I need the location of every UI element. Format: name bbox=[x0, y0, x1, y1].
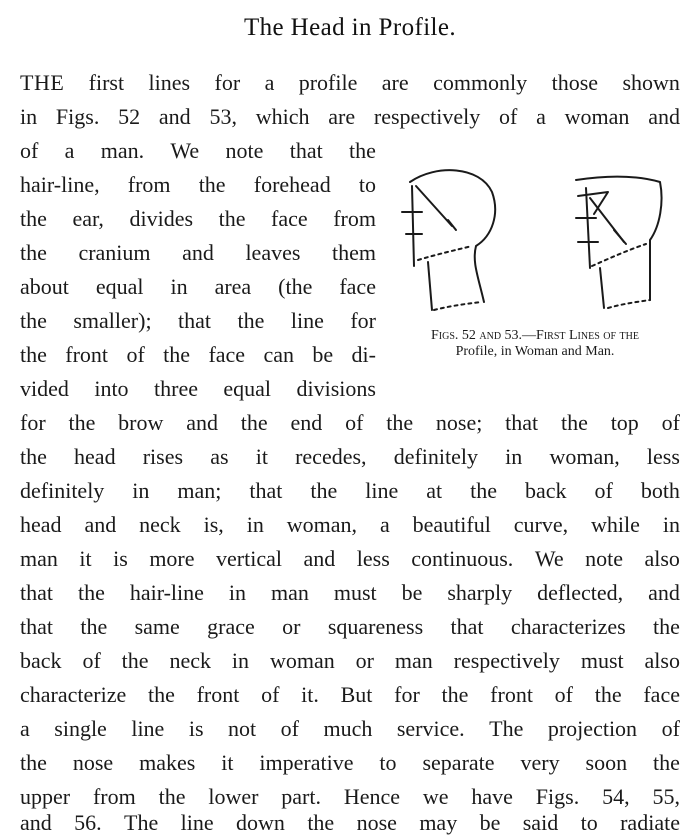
man-hair-tick bbox=[614, 230, 626, 244]
word: the bbox=[20, 444, 47, 469]
word: for bbox=[20, 410, 46, 435]
text-line-6 bbox=[20, 238, 376, 268]
word: down bbox=[236, 810, 285, 835]
word: respectively bbox=[453, 648, 560, 673]
word: note bbox=[225, 138, 264, 163]
word: vertical bbox=[216, 546, 282, 571]
word: characterize bbox=[20, 682, 127, 707]
word: both bbox=[640, 478, 680, 503]
word: of bbox=[498, 104, 518, 129]
word: man. bbox=[100, 138, 145, 163]
word: be bbox=[401, 580, 423, 605]
word: a bbox=[536, 104, 546, 129]
text-line-14 bbox=[20, 510, 680, 540]
word: and bbox=[158, 104, 191, 129]
word: to bbox=[580, 810, 598, 835]
figure-caption bbox=[380, 328, 690, 360]
word: face bbox=[339, 274, 376, 299]
word: it bbox=[79, 546, 92, 571]
word: be bbox=[312, 342, 334, 367]
woman-neck-base bbox=[434, 302, 482, 310]
word: 54, bbox=[602, 784, 630, 809]
word: the bbox=[20, 750, 47, 775]
word: radiate bbox=[620, 810, 680, 835]
word: (the bbox=[278, 274, 313, 299]
word: nose bbox=[72, 750, 114, 775]
word: end bbox=[290, 410, 323, 435]
word: Figs. bbox=[55, 104, 100, 129]
woman-jaw bbox=[418, 246, 472, 260]
word: of bbox=[20, 138, 39, 163]
word: while bbox=[591, 512, 640, 537]
word: the bbox=[218, 206, 246, 231]
word: service. bbox=[396, 716, 465, 741]
word: that bbox=[20, 580, 53, 605]
word: three bbox=[154, 376, 198, 401]
word: definitely bbox=[20, 478, 105, 503]
word: also bbox=[644, 648, 680, 673]
profile-sketches-drawing bbox=[388, 158, 688, 328]
word: and bbox=[20, 810, 52, 835]
woman-hair-tick bbox=[448, 220, 456, 230]
word: man bbox=[394, 648, 433, 673]
word: not bbox=[228, 716, 257, 741]
word: line bbox=[290, 308, 324, 333]
word: Figs. bbox=[535, 784, 580, 809]
word: area bbox=[214, 274, 252, 299]
word: of bbox=[594, 478, 613, 503]
word: the bbox=[77, 580, 105, 605]
word: line bbox=[180, 810, 214, 835]
word: grace bbox=[207, 614, 255, 639]
word: front bbox=[490, 682, 533, 707]
word: the bbox=[121, 648, 149, 673]
word: for bbox=[394, 682, 420, 707]
word: the bbox=[68, 410, 96, 435]
word: line bbox=[365, 478, 399, 503]
word: man; bbox=[177, 478, 222, 503]
word: lines bbox=[148, 70, 191, 95]
word: face bbox=[643, 682, 680, 707]
word: top bbox=[610, 410, 639, 435]
word: same bbox=[134, 614, 180, 639]
word: the bbox=[20, 308, 47, 333]
text-line-12 bbox=[20, 442, 680, 472]
word: squareness bbox=[327, 614, 424, 639]
word: the bbox=[198, 172, 226, 197]
word: We bbox=[534, 546, 564, 571]
word: to bbox=[358, 172, 376, 197]
word: in bbox=[246, 512, 264, 537]
word: makes bbox=[139, 750, 196, 775]
word: di- bbox=[351, 342, 376, 367]
word: the bbox=[163, 342, 191, 367]
word: in bbox=[132, 478, 150, 503]
word: the bbox=[653, 614, 680, 639]
word: continuous. bbox=[411, 546, 514, 571]
word: and bbox=[182, 240, 214, 265]
word: those bbox=[551, 70, 599, 95]
word: face bbox=[208, 342, 246, 367]
word: 52 bbox=[118, 104, 141, 129]
word: brow bbox=[118, 410, 164, 435]
word: the bbox=[470, 478, 497, 503]
word: ear, bbox=[72, 206, 104, 231]
word: equal bbox=[95, 274, 144, 299]
word: for bbox=[214, 70, 241, 95]
word: the bbox=[560, 410, 588, 435]
word: hair-line, bbox=[20, 172, 100, 197]
word: of bbox=[280, 716, 299, 741]
text-line-16 bbox=[20, 578, 680, 608]
word: from bbox=[333, 206, 376, 231]
word: The bbox=[124, 810, 159, 835]
word: note bbox=[585, 546, 623, 571]
word: nose bbox=[356, 810, 397, 835]
text-line-17 bbox=[20, 612, 680, 642]
word: soon bbox=[585, 750, 628, 775]
word: may bbox=[419, 810, 458, 835]
word: shown bbox=[622, 70, 680, 95]
word: of bbox=[554, 682, 573, 707]
word: head bbox=[74, 444, 116, 469]
word: that bbox=[289, 138, 323, 163]
word: of bbox=[661, 410, 680, 435]
word: and bbox=[84, 512, 117, 537]
word: the bbox=[386, 410, 414, 435]
word: from bbox=[92, 784, 136, 809]
word: and bbox=[648, 580, 680, 605]
word: the bbox=[307, 810, 335, 835]
word: vided bbox=[20, 376, 69, 401]
word: must bbox=[333, 580, 377, 605]
word: of bbox=[126, 342, 145, 367]
word: the bbox=[594, 682, 622, 707]
word: forehead bbox=[253, 172, 331, 197]
word: profile bbox=[298, 70, 358, 95]
text-line-9 bbox=[20, 340, 376, 370]
text-line-19 bbox=[20, 680, 680, 710]
text-line-1 bbox=[20, 68, 680, 98]
word: much bbox=[323, 716, 373, 741]
word: the bbox=[147, 682, 175, 707]
word: can bbox=[263, 342, 294, 367]
word: divides bbox=[129, 206, 194, 231]
word: for bbox=[350, 308, 376, 333]
man-face-front bbox=[586, 188, 590, 268]
text-line-23 bbox=[20, 808, 680, 838]
word: neck bbox=[139, 512, 181, 537]
word: very bbox=[520, 750, 560, 775]
word: woman, bbox=[286, 512, 358, 537]
word: into bbox=[94, 376, 129, 401]
word: is bbox=[188, 716, 204, 741]
word: of bbox=[661, 716, 680, 741]
word: in bbox=[228, 580, 246, 605]
word: that bbox=[178, 308, 212, 333]
word: be bbox=[479, 810, 501, 835]
word: Hence bbox=[343, 784, 401, 809]
word: that bbox=[505, 410, 539, 435]
word: less bbox=[646, 444, 680, 469]
word: or bbox=[355, 648, 374, 673]
word: in bbox=[505, 444, 523, 469]
figure-caption-line-2: Profile, in Woman and Man. bbox=[455, 344, 615, 359]
word: as bbox=[210, 444, 229, 469]
word: respectively bbox=[373, 104, 481, 129]
word: about bbox=[20, 274, 69, 299]
word: and bbox=[186, 410, 218, 435]
word: a bbox=[379, 512, 390, 537]
text-line-15 bbox=[20, 544, 680, 574]
word: in bbox=[662, 512, 680, 537]
word: and bbox=[648, 104, 680, 129]
word: the bbox=[237, 308, 265, 333]
man-chin-neck bbox=[600, 268, 604, 308]
word: of bbox=[345, 410, 364, 435]
word: head bbox=[20, 512, 62, 537]
woman-face-front bbox=[412, 186, 414, 266]
word: sharply bbox=[447, 580, 513, 605]
word: is, bbox=[203, 512, 224, 537]
text-line-10 bbox=[20, 374, 376, 404]
word: to bbox=[379, 750, 397, 775]
word: deflected, bbox=[537, 580, 624, 605]
word: separate bbox=[422, 750, 495, 775]
word: in bbox=[20, 104, 38, 129]
word: less bbox=[356, 546, 390, 571]
word: of bbox=[261, 682, 280, 707]
word: the bbox=[653, 750, 680, 775]
word: the bbox=[349, 138, 376, 163]
word: a bbox=[64, 138, 75, 163]
word: which bbox=[255, 104, 310, 129]
word: the bbox=[441, 682, 469, 707]
word: in bbox=[170, 274, 188, 299]
word: a bbox=[20, 716, 30, 741]
text-line-21 bbox=[20, 748, 680, 778]
word: 56. bbox=[74, 810, 102, 835]
word: woman bbox=[269, 648, 335, 673]
word: the bbox=[158, 784, 186, 809]
word: man bbox=[270, 580, 309, 605]
word: But bbox=[340, 682, 373, 707]
word: are bbox=[328, 104, 356, 129]
word: back bbox=[20, 648, 62, 673]
word: commonly bbox=[433, 70, 528, 95]
word: also bbox=[644, 546, 680, 571]
word: part. bbox=[281, 784, 321, 809]
word: that bbox=[450, 614, 484, 639]
man-jaw bbox=[592, 244, 646, 266]
word: of bbox=[82, 648, 101, 673]
word: at bbox=[426, 478, 443, 503]
woman-chin-neck bbox=[428, 262, 432, 310]
word: divisions bbox=[296, 376, 376, 401]
word: lower bbox=[208, 784, 259, 809]
text-line-11 bbox=[20, 408, 680, 438]
word: imperative bbox=[259, 750, 354, 775]
text-line-7 bbox=[20, 272, 376, 302]
word: projection bbox=[547, 716, 638, 741]
word: The bbox=[489, 716, 524, 741]
word: or bbox=[282, 614, 301, 639]
word: man bbox=[20, 546, 58, 571]
word: we bbox=[422, 784, 449, 809]
word: THE bbox=[20, 70, 65, 95]
word: from bbox=[127, 172, 171, 197]
word: have bbox=[471, 784, 513, 809]
text-line-2 bbox=[20, 102, 680, 132]
word: beautiful bbox=[412, 512, 491, 537]
word: that bbox=[20, 614, 53, 639]
word: rises bbox=[142, 444, 184, 469]
word: first bbox=[88, 70, 125, 95]
text-line-8 bbox=[20, 306, 376, 336]
word: that bbox=[249, 478, 283, 503]
word: recedes, bbox=[295, 444, 367, 469]
word: 55, bbox=[652, 784, 680, 809]
word: upper bbox=[20, 784, 71, 809]
word: nose; bbox=[435, 410, 483, 435]
word: must bbox=[580, 648, 624, 673]
word: equal bbox=[223, 376, 272, 401]
word: smaller); bbox=[73, 308, 152, 333]
word: it. bbox=[301, 682, 319, 707]
word: it bbox=[255, 444, 268, 469]
figure-caption-line-1: Figs. 52 and 53.—First Lines of the bbox=[430, 328, 639, 343]
word: 53, bbox=[209, 104, 237, 129]
word: definitely bbox=[393, 444, 479, 469]
word: the bbox=[310, 478, 338, 503]
word: woman, bbox=[549, 444, 620, 469]
text-line-4 bbox=[20, 170, 376, 200]
word: the bbox=[80, 614, 108, 639]
word: more bbox=[149, 546, 195, 571]
word: said bbox=[522, 810, 559, 835]
word: a bbox=[264, 70, 275, 95]
word: front bbox=[196, 682, 240, 707]
page-title: The Head in Profile. bbox=[243, 14, 457, 41]
word: and bbox=[303, 546, 336, 571]
word: the bbox=[20, 240, 47, 265]
text-line-5 bbox=[20, 204, 376, 234]
word: hair-line bbox=[129, 580, 204, 605]
word: the bbox=[240, 410, 268, 435]
word: characterizes bbox=[510, 614, 626, 639]
word: front bbox=[65, 342, 109, 367]
word: is bbox=[113, 546, 128, 571]
word: in bbox=[231, 648, 250, 673]
word: them bbox=[331, 240, 376, 265]
word: the bbox=[20, 342, 47, 367]
word: are bbox=[381, 70, 409, 95]
word: We bbox=[170, 138, 200, 163]
word: neck bbox=[169, 648, 211, 673]
word: woman bbox=[564, 104, 630, 129]
word: it bbox=[221, 750, 234, 775]
word: curve, bbox=[513, 512, 569, 537]
word: leaves bbox=[245, 240, 301, 265]
word: back bbox=[524, 478, 567, 503]
text-line-3 bbox=[20, 136, 376, 166]
woman-hairline bbox=[416, 186, 452, 226]
word: the bbox=[20, 206, 47, 231]
word: line bbox=[131, 716, 165, 741]
man-neck-base bbox=[608, 300, 650, 308]
text-line-20 bbox=[20, 714, 680, 744]
text-line-13 bbox=[20, 476, 680, 506]
word: cranium bbox=[78, 240, 151, 265]
word: single bbox=[54, 716, 107, 741]
text-line-18 bbox=[20, 646, 680, 676]
woman-head-outline bbox=[410, 170, 495, 302]
word: face bbox=[271, 206, 308, 231]
